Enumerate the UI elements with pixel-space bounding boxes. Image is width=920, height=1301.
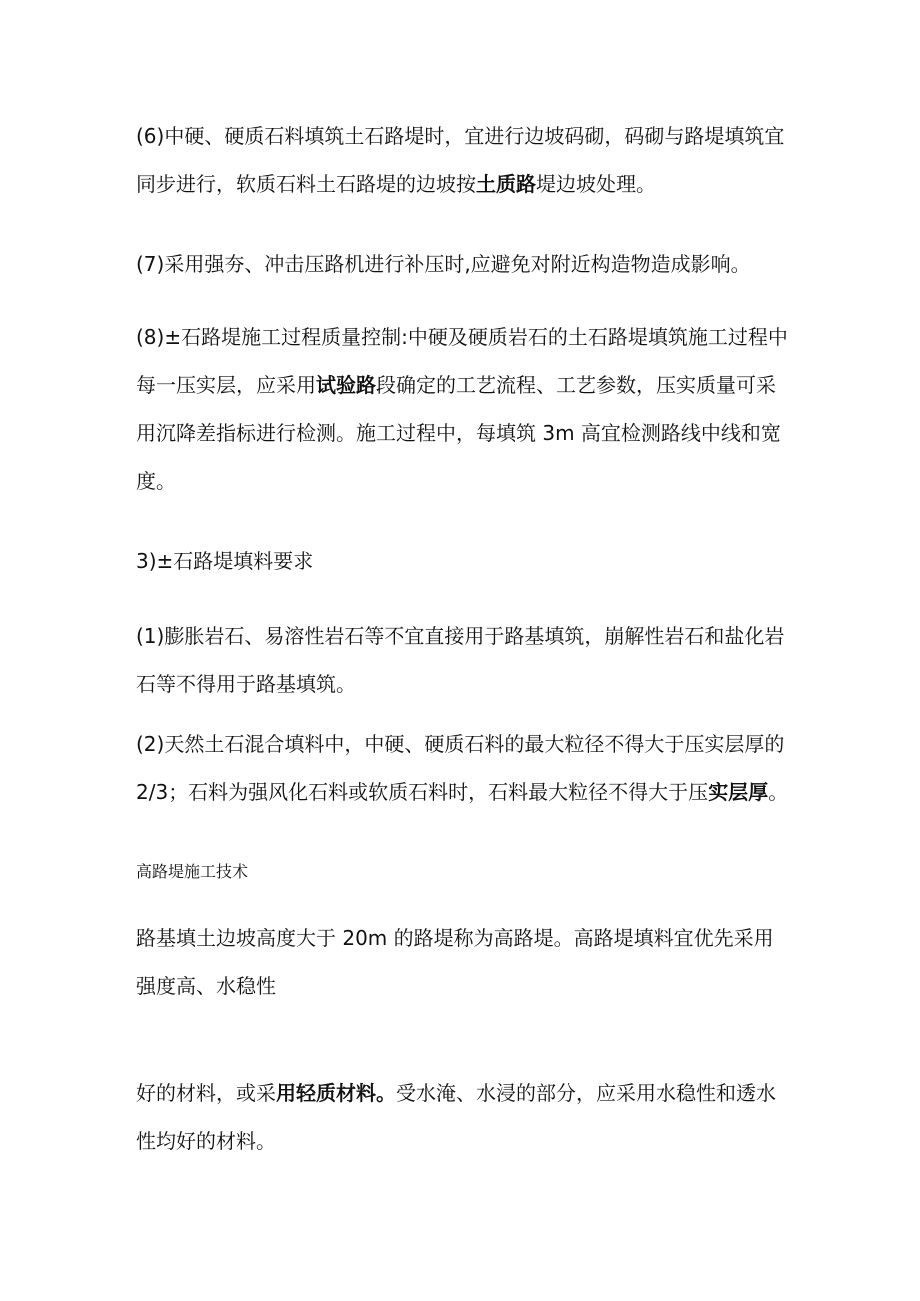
section-title: 高路堤施工技术 <box>136 862 249 881</box>
paragraph-6-text-c: 堤边坡处理。 <box>536 172 656 196</box>
paragraph-7: (7)采用强夯、冲击压路机进行补压时,应避免对附近构造物造成影响。 <box>136 252 751 276</box>
paragraph-2-text-c: 。 <box>768 780 789 804</box>
paragraph-8 <box>136 313 792 505</box>
paragraph-8-text-a: (8)±石路堤施工过程质量控制:中硬及硬质岩石的土石路堤填筑施工过程中每一压实层，应采用 <box>136 325 788 397</box>
paragraph-2-text-a: (2)天然土石混合填料中，中硬、硬质石料的最大粒径不得大于压实层厚的 2/3；石料为强风化石料或软质石料时，石料最大粒径不得大于压 <box>136 732 785 804</box>
paragraph-8-bold: 试验路 <box>316 373 376 397</box>
paragraph-6 <box>136 112 792 208</box>
paragraph-1: (1)膨胀岩石、易溶性岩石等不宜直接用于路基填筑，崩解性岩石和盐化岩石等不得用于路基填筑。 <box>136 624 785 696</box>
paragraph-high-2-bold: 用轻质材料。 <box>276 1081 396 1105</box>
heading-3-fill-requirements: 3)±石路堤填料要求 <box>136 549 314 573</box>
paragraph-8-text-c: 段确定的工艺流程、工艺参数，压实质量可采用沉降差指标进行检测。施工过程中，每填筑 3m 高宜检测路线中线和宽度。 <box>136 373 781 493</box>
paragraph-2 <box>136 720 792 816</box>
paragraph-high-2-text-a: 好的材料，或采 <box>136 1081 276 1105</box>
paragraph-2-bold: 实层厚 <box>708 780 769 804</box>
paragraph-6-bold: 土质路 <box>476 172 536 196</box>
paragraph-high-embankment-1: 路基填土边坡高度大于 20m 的路堤称为高路堤。高路堤填料宜优先采用强度高、水稳性 <box>136 926 774 998</box>
paragraph-high-embankment-2 <box>136 1069 792 1165</box>
paragraph-6-text-a: (6)中硬、硬质石料填筑土石路堤时，宜进行边坡码砌，码砌与路堤填筑宜同步进行，软质石料土石路堤的边坡按 <box>136 124 785 196</box>
paragraph-high-2-text-c: 受水淹、水浸的部分，应采用水稳性和透水性均好的材料。 <box>136 1081 776 1153</box>
